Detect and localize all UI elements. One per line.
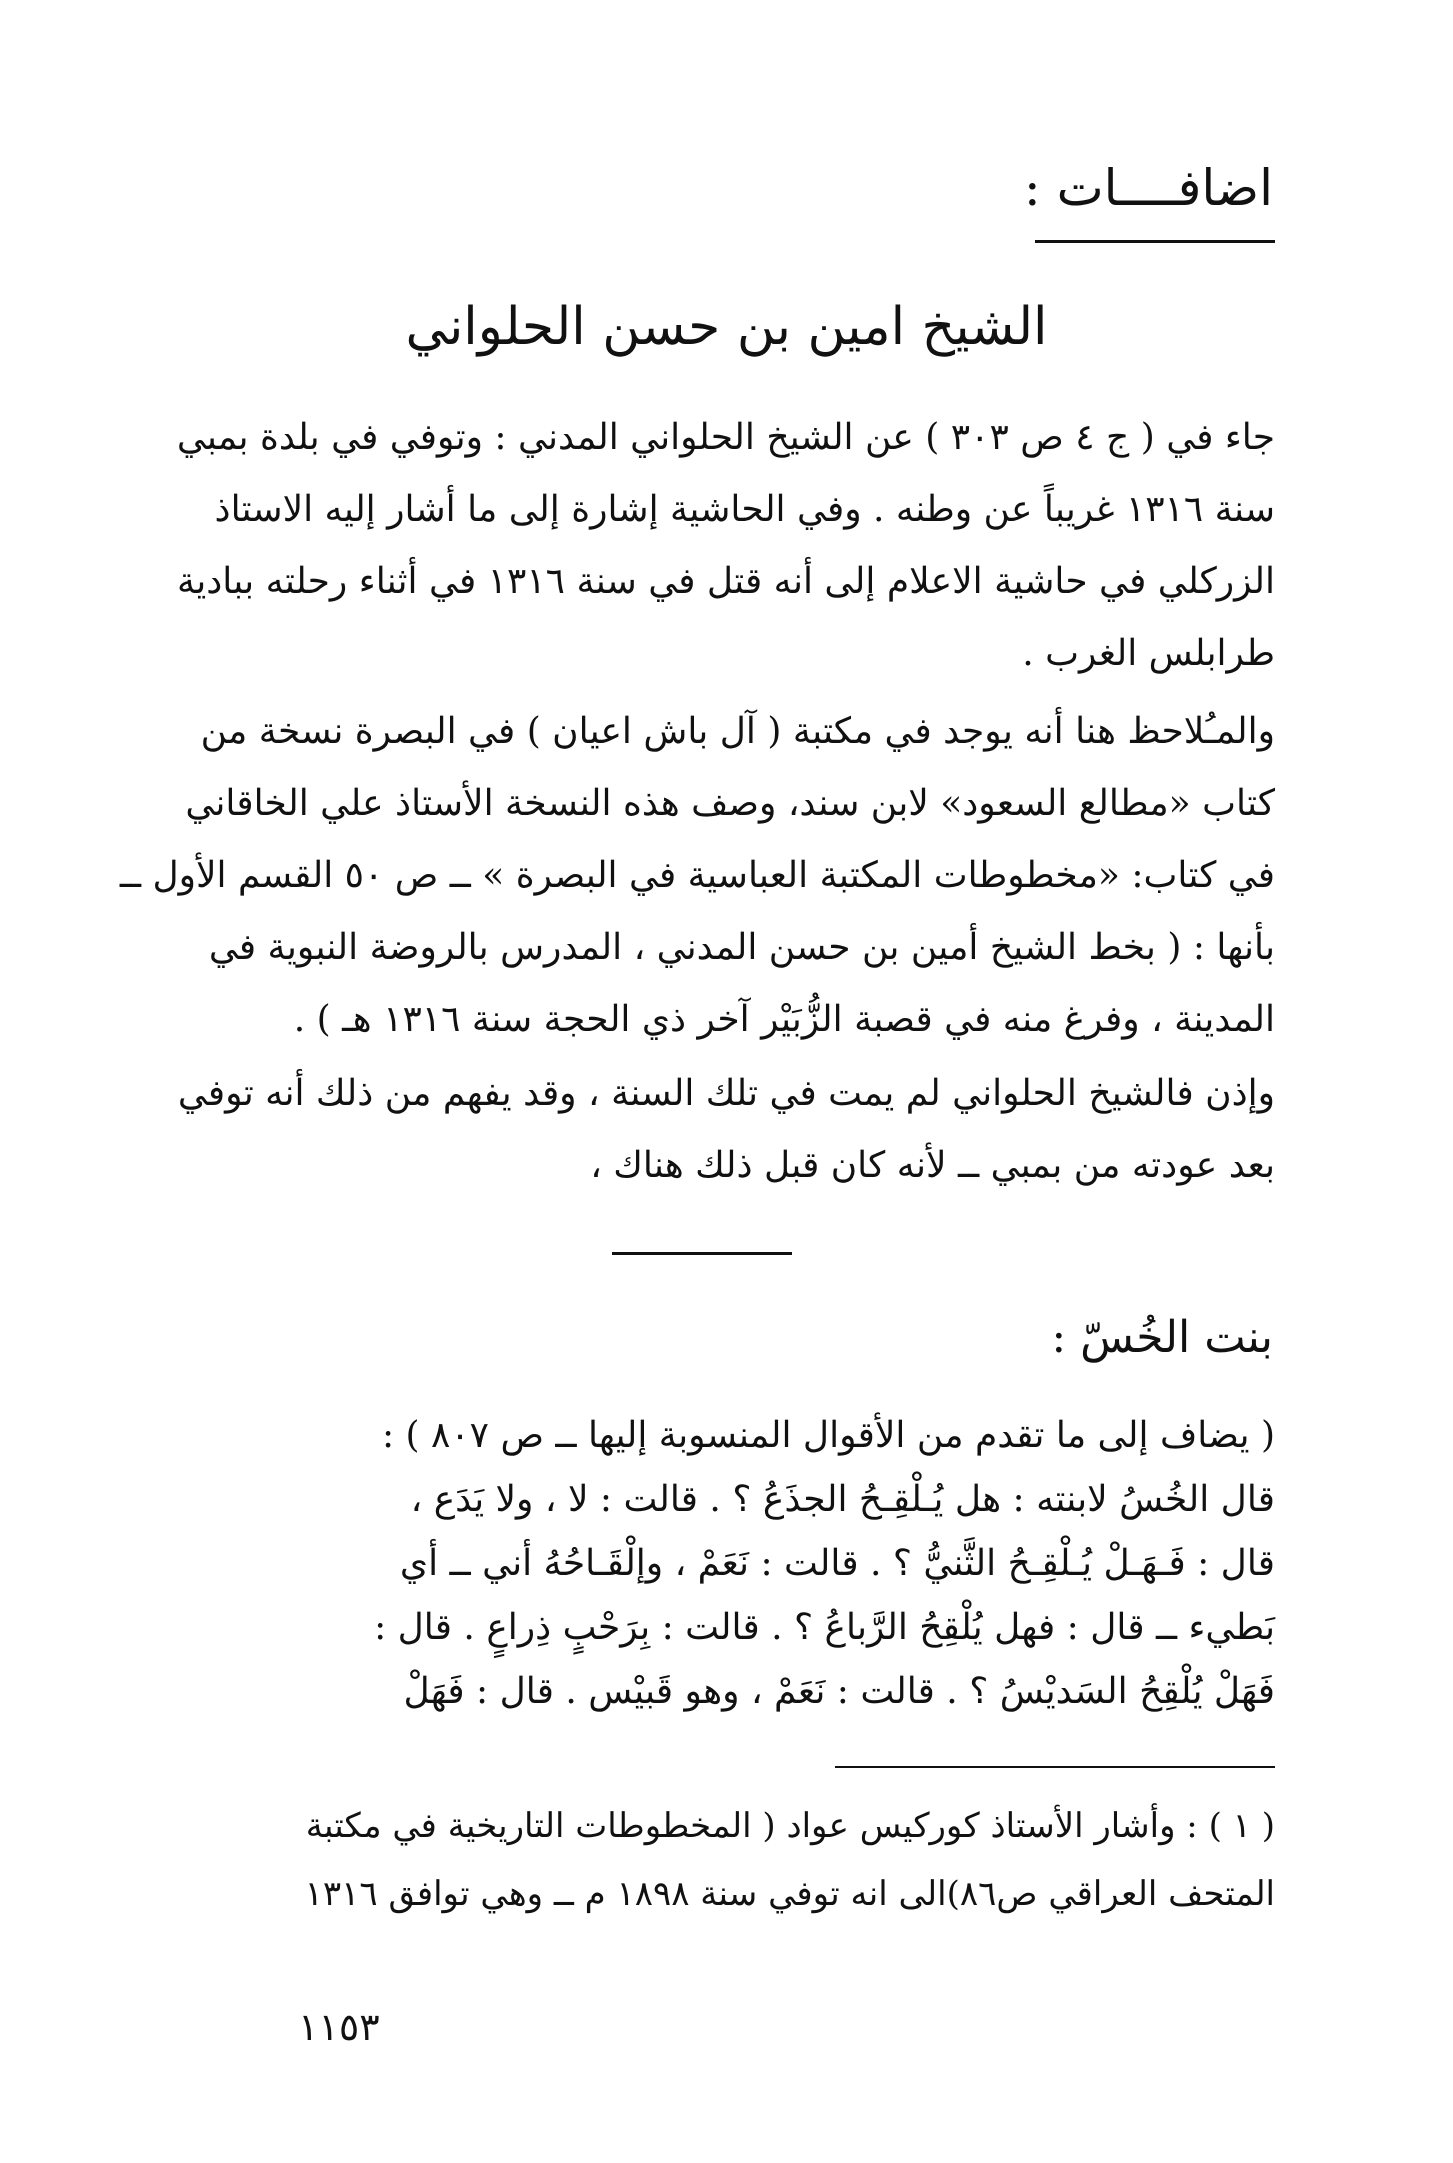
paragraph-line: وإذن فالشيخ الحلواني لم يمت في تلك السنة ، وقد يفهم من ذلك أنه توفي	[177, 1073, 1275, 1114]
footnote-separator	[835, 1766, 1275, 1768]
paragraph-1	[160, 402, 1275, 690]
paragraph-line: بأنها : ( بخط الشيخ أمين بن حسن المدني ، المدرس بالروضة النبوية في	[208, 927, 1275, 968]
footnote-line: ( ١ ) : وأشار الأستاذ كوركيس عواد ( المخطوطات التاريخية في مكتبة	[305, 1806, 1275, 1846]
paragraph-line: والمـُلاحظ هنا أنه يوجد في مكتبة ( آل باش اعيان ) في البصرة نسخة من	[200, 711, 1275, 752]
section-heading: اضافــــات :	[1023, 159, 1273, 217]
footnote	[160, 1792, 1275, 1928]
paragraph-line: بعد عودته من بمبي ــ لأنه كان قبل ذلك هناك ،	[590, 1145, 1275, 1186]
paragraph-3	[160, 1058, 1275, 1202]
section-heading-underline	[1035, 240, 1275, 243]
paragraph-2	[119, 696, 1275, 1056]
paragraph-line: في كتاب: «مخطوطات المكتبة العباسية في البصرة » ــ ص ٥٠ القسم الأول ــ	[119, 855, 1275, 896]
paragraph-line: الزركلي في حاشية الاعلام إلى أنه قتل في سنة ١٣١٦ في أثناء رحلته ببادية	[176, 561, 1275, 602]
paragraph-line: قال الخُسُ لابنته : هل يُـلْقِـحُ الجذَعُ ؟ . قالت : لا ، ولا يَدَع ،	[410, 1479, 1275, 1520]
article-title: الشيخ امين بن حسن الحلواني	[405, 297, 1048, 357]
paragraph-line: فَهَلْ يُلْقِحُ السَديْسُ ؟ . قالت : نَعَمْ ، وهو قَبيْس . قال : فَهَلْ	[403, 1671, 1275, 1712]
paragraph-4	[160, 1404, 1275, 1724]
paragraph-line: بَطيء ــ قال : فهل يُلْقِحُ الرَّباعُ ؟ . قالت : بِرَحْبٍ ذِراعٍ . قال :	[374, 1607, 1275, 1648]
paragraph-line: ( يضاف إلى ما تقدم من الأقوال المنسوبة إليها ــ ص ٨٠٧ ) :	[381, 1415, 1275, 1456]
paragraph-line: طرابلس الغرب .	[1022, 633, 1275, 674]
page-number: ١١٥٣	[298, 2005, 380, 2049]
sub-heading: بنت الخُسّ :	[1051, 1312, 1273, 1363]
paragraph-line: كتاب «مطالع السعود» لابن سند، وصف هذه النسخة الأستاذ علي الخاقاني	[185, 783, 1275, 824]
paragraph-line: جاء في ( ج ٤ ص ٣٠٣ ) عن الشيخ الحلواني المدني : وتوفي في بلدة بمبي	[176, 417, 1275, 458]
section-divider	[612, 1252, 792, 1255]
paragraph-line: سنة ١٣١٦ غريباً عن وطنه . وفي الحاشية إشارة إلى ما أشار إليه الاستاذ	[214, 489, 1275, 530]
footnote-line: المتحف العراقي ص٨٦)الى انه توفي سنة ١٨٩٨ م ــ وهي توافق ١٣١٦	[304, 1874, 1275, 1914]
paragraph-line: قال : فَـهَـلْ يُـلْقِـحُ الثَّنيُّ ؟ . قالت : نَعَمْ ، وإلْقَـاحُهُ أني ــ أي	[399, 1543, 1275, 1584]
paragraph-line: المدينة ، وفرغ منه في قصبة الزُّبَيْر آخر ذي الحجة سنة ١٣١٦ هـ ) .	[293, 999, 1275, 1040]
